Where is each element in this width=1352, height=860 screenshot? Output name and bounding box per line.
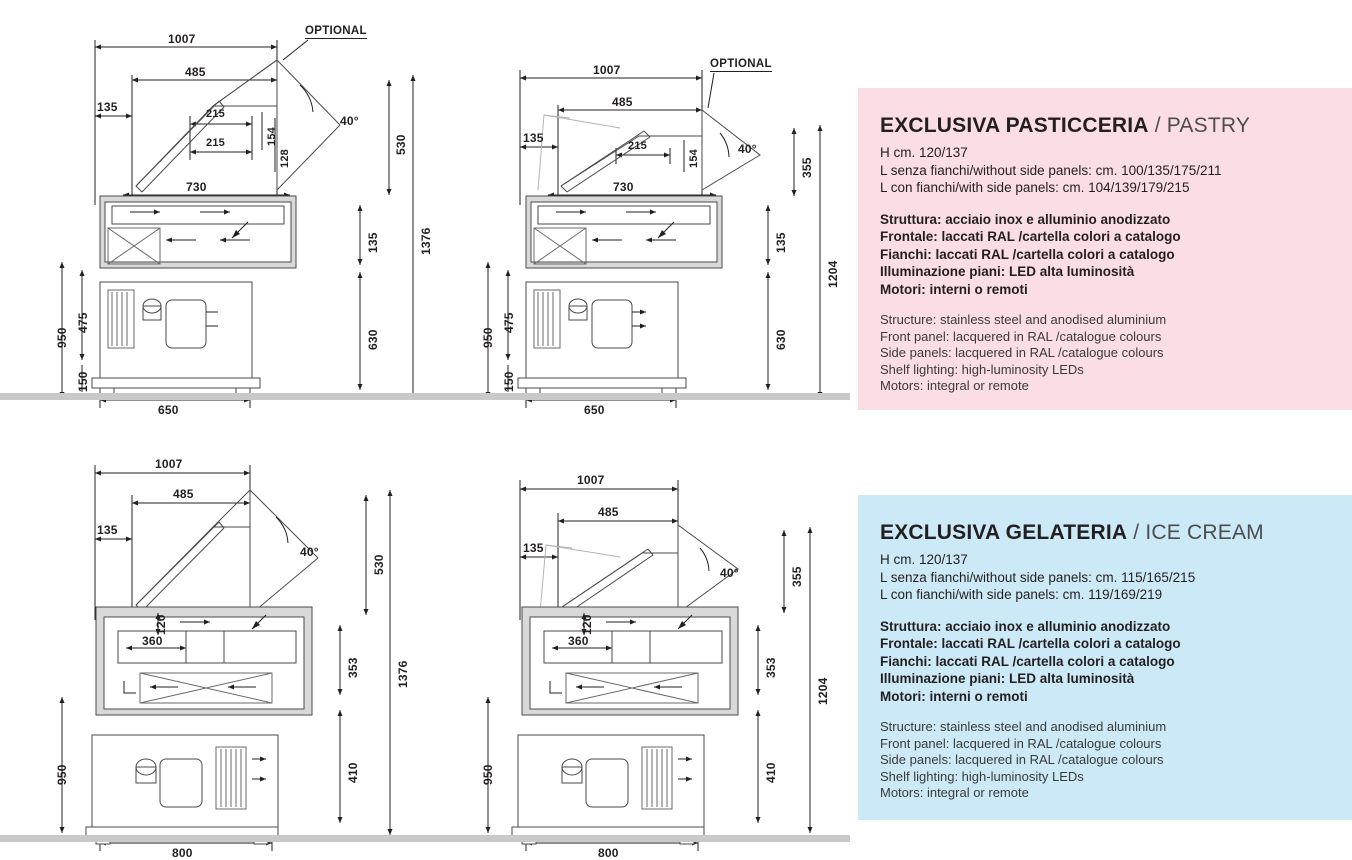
- dim-top-left-530: 530: [394, 134, 408, 155]
- panel-title-pastry: [880, 114, 1330, 138]
- dim-top-right-1204: 1204: [826, 260, 840, 288]
- info-panel-pastry: [858, 88, 1352, 410]
- dim-top-left-215a: 215: [206, 108, 225, 120]
- dim-top-right-475: 475: [502, 312, 516, 333]
- dim-bottom-right-353: 353: [764, 657, 778, 678]
- panel-spec-line: Fianchi: laccati RAL /cartella colori a catalogo: [880, 246, 1175, 262]
- dim-top-left-950: 950: [55, 327, 69, 348]
- info-panel-icecream: [858, 495, 1352, 820]
- dim-top-left-650: 650: [158, 403, 179, 417]
- panel-spec-line-en: Shelf lighting: high-luminosity LEDs: [880, 361, 1084, 377]
- drawing-top-right-svg: [420, 0, 850, 420]
- dim-top-left-angle: 40°: [340, 114, 359, 128]
- panel-size-line: L senza fianchi/without side panels: cm. 100/135/175/211: [880, 162, 1222, 178]
- panel-spec-line: Struttura: acciaio inox e alluminio anodizzato: [880, 211, 1171, 227]
- dim-top-right-630: 630: [774, 329, 788, 350]
- panel-spec-line-en: Side panels: lacquered in RAL /catalogue colours: [880, 345, 1164, 360]
- dim-bottom-right-410: 410: [764, 762, 778, 783]
- dim-top-left-135: 135: [97, 100, 118, 114]
- dim-bottom-left-530: 530: [372, 554, 386, 575]
- dim-bottom-left-950: 950: [55, 764, 69, 785]
- panel-title-sep: /: [1127, 521, 1146, 544]
- drawing-bottom-left-svg: [0, 435, 440, 858]
- panel-title-bold: EXCLUSIVA PASTICCERIA: [880, 114, 1149, 137]
- dim-top-left-215b: 215: [206, 137, 225, 149]
- panel-size-line: H cm. 120/137: [880, 145, 968, 160]
- panel-title-sep: /: [1148, 114, 1167, 137]
- dim-bottom-right-950: 950: [481, 764, 495, 785]
- panel-spec-line-en: Structure: stainless steel and anodised aluminium: [880, 312, 1167, 327]
- panel-spec-line: Fianchi: laccati RAL /cartella colori a catalogo: [880, 653, 1175, 669]
- dim-top-left-1007: 1007: [168, 32, 196, 46]
- panel-spec-line: Frontale: laccati RAL /cartella colori a catalogo: [880, 636, 1181, 651]
- dim-top-left-630: 630: [366, 329, 380, 350]
- dim-top-right-650: 650: [584, 403, 605, 417]
- dim-bottom-right-1204: 1204: [816, 677, 830, 705]
- dim-top-right-150: 150: [502, 371, 516, 392]
- panel-spec-line: Motori: interni o remoti: [880, 688, 1028, 704]
- panel-spec-line-en: Front panel: lacquered in RAL /catalogue colours: [880, 735, 1162, 751]
- panel-spec-line-en: Motors: integral or remote: [880, 378, 1029, 393]
- panel-spec-en-icecream: [880, 719, 1330, 802]
- dim-top-left-485: 485: [185, 65, 206, 79]
- dim-bottom-right-135: 135: [523, 541, 544, 555]
- dim-bottom-right-355: 355: [790, 566, 804, 587]
- panel-sizes-icecream: [880, 551, 1330, 604]
- panel-spec-line-en: Side panels: lacquered in RAL /catalogue colours: [880, 752, 1164, 767]
- dim-top-right-950: 950: [481, 327, 495, 348]
- drawing-bottom-right-svg: [420, 435, 850, 858]
- panel-spec-line: Struttura: acciaio inox e alluminio anodizzato: [880, 618, 1171, 634]
- dim-top-left-154: 154: [266, 127, 278, 146]
- panel-size-line: H cm. 120/137: [880, 552, 968, 567]
- panel-spec-line-en: Front panel: lacquered in RAL /catalogue colours: [880, 328, 1162, 344]
- dim-top-right-1007: 1007: [593, 63, 621, 77]
- dim-bottom-left-410: 410: [346, 762, 360, 783]
- panel-title-bold: EXCLUSIVA GELATERIA: [880, 521, 1128, 544]
- dim-top-right-730: 730: [613, 180, 634, 194]
- dim-bottom-right-1007: 1007: [577, 473, 605, 487]
- panel-spec-line: Illuminazione piani: LED alta luminosità: [880, 264, 1135, 279]
- dim-top-left-1376: 1376: [419, 227, 433, 255]
- dim-top-right-135: 135: [523, 131, 544, 145]
- dim-top-left-128: 128: [279, 149, 291, 168]
- panel-spec-en-pastry: [880, 312, 1330, 395]
- optional-label-top-right: OPTIONAL: [710, 58, 772, 70]
- drawing-top-left-svg: [0, 0, 440, 420]
- dim-bottom-right-485: 485: [598, 505, 619, 519]
- panel-size-line: L senza fianchi/without side panels: cm. 115/165/215: [880, 569, 1196, 585]
- dim-bottom-left-angle: 40°: [300, 545, 319, 559]
- optional-label-top-left: OPTIONAL: [305, 25, 367, 37]
- dim-top-right-485: 485: [612, 95, 633, 109]
- dim-bottom-right-120: 120: [580, 614, 594, 635]
- panel-spec-line: Frontale: laccati RAL /cartella colori a catalogo: [880, 229, 1181, 244]
- dim-bottom-left-800: 800: [172, 846, 193, 860]
- dim-top-left-150: 150: [76, 371, 90, 392]
- dim-top-left-475: 475: [76, 312, 90, 333]
- dim-bottom-left-1376: 1376: [396, 660, 410, 688]
- dim-bottom-left-353: 353: [346, 657, 360, 678]
- panel-spec-line-en: Motors: integral or remote: [880, 785, 1029, 800]
- dim-top-right-angle: 40°: [738, 142, 757, 156]
- dim-bottom-left-360: 360: [142, 634, 163, 648]
- panel-spec-line-en: Structure: stainless steel and anodised aluminium: [880, 719, 1167, 734]
- panel-title-light: PASTRY: [1166, 114, 1251, 137]
- dim-bottom-right-800: 800: [598, 846, 619, 860]
- panel-spec-line: Motori: interni o remoti: [880, 281, 1028, 297]
- dim-top-right-215: 215: [628, 140, 647, 152]
- panel-spec-line: Illuminazione piani: LED alta luminosità: [880, 671, 1135, 686]
- dim-top-right-355: 355: [800, 157, 814, 178]
- drawing-top-left: [0, 0, 440, 420]
- dim-bottom-left-485: 485: [173, 487, 194, 501]
- dim-top-left-135b: 135: [366, 232, 380, 253]
- panel-sizes-pastry: [880, 144, 1330, 197]
- panel-title-light: ICE CREAM: [1145, 521, 1264, 544]
- panel-title-icecream: [880, 521, 1330, 545]
- panel-spec-it-icecream: [880, 618, 1330, 706]
- drawing-bottom-left: [0, 435, 440, 858]
- panel-spec-line-en: Shelf lighting: high-luminosity LEDs: [880, 768, 1084, 784]
- dim-bottom-left-1007: 1007: [155, 457, 183, 471]
- dim-top-right-154: 154: [688, 149, 700, 168]
- dim-bottom-right-360: 360: [568, 634, 589, 648]
- panel-spec-it-pastry: [880, 211, 1330, 299]
- dim-top-left-730: 730: [186, 180, 207, 194]
- panel-size-line: L con fianchi/with side panels: cm. 119/169/219: [880, 587, 1163, 602]
- dim-bottom-right-angle: 40°: [720, 566, 739, 580]
- panel-size-line: L con fianchi/with side panels: cm. 104/139/179/215: [880, 180, 1190, 195]
- drawing-top-right: [420, 0, 850, 420]
- dim-bottom-left-135: 135: [97, 523, 118, 537]
- drawing-bottom-right: [420, 435, 850, 858]
- dim-bottom-left-120: 120: [154, 614, 168, 635]
- dim-top-right-135b: 135: [774, 232, 788, 253]
